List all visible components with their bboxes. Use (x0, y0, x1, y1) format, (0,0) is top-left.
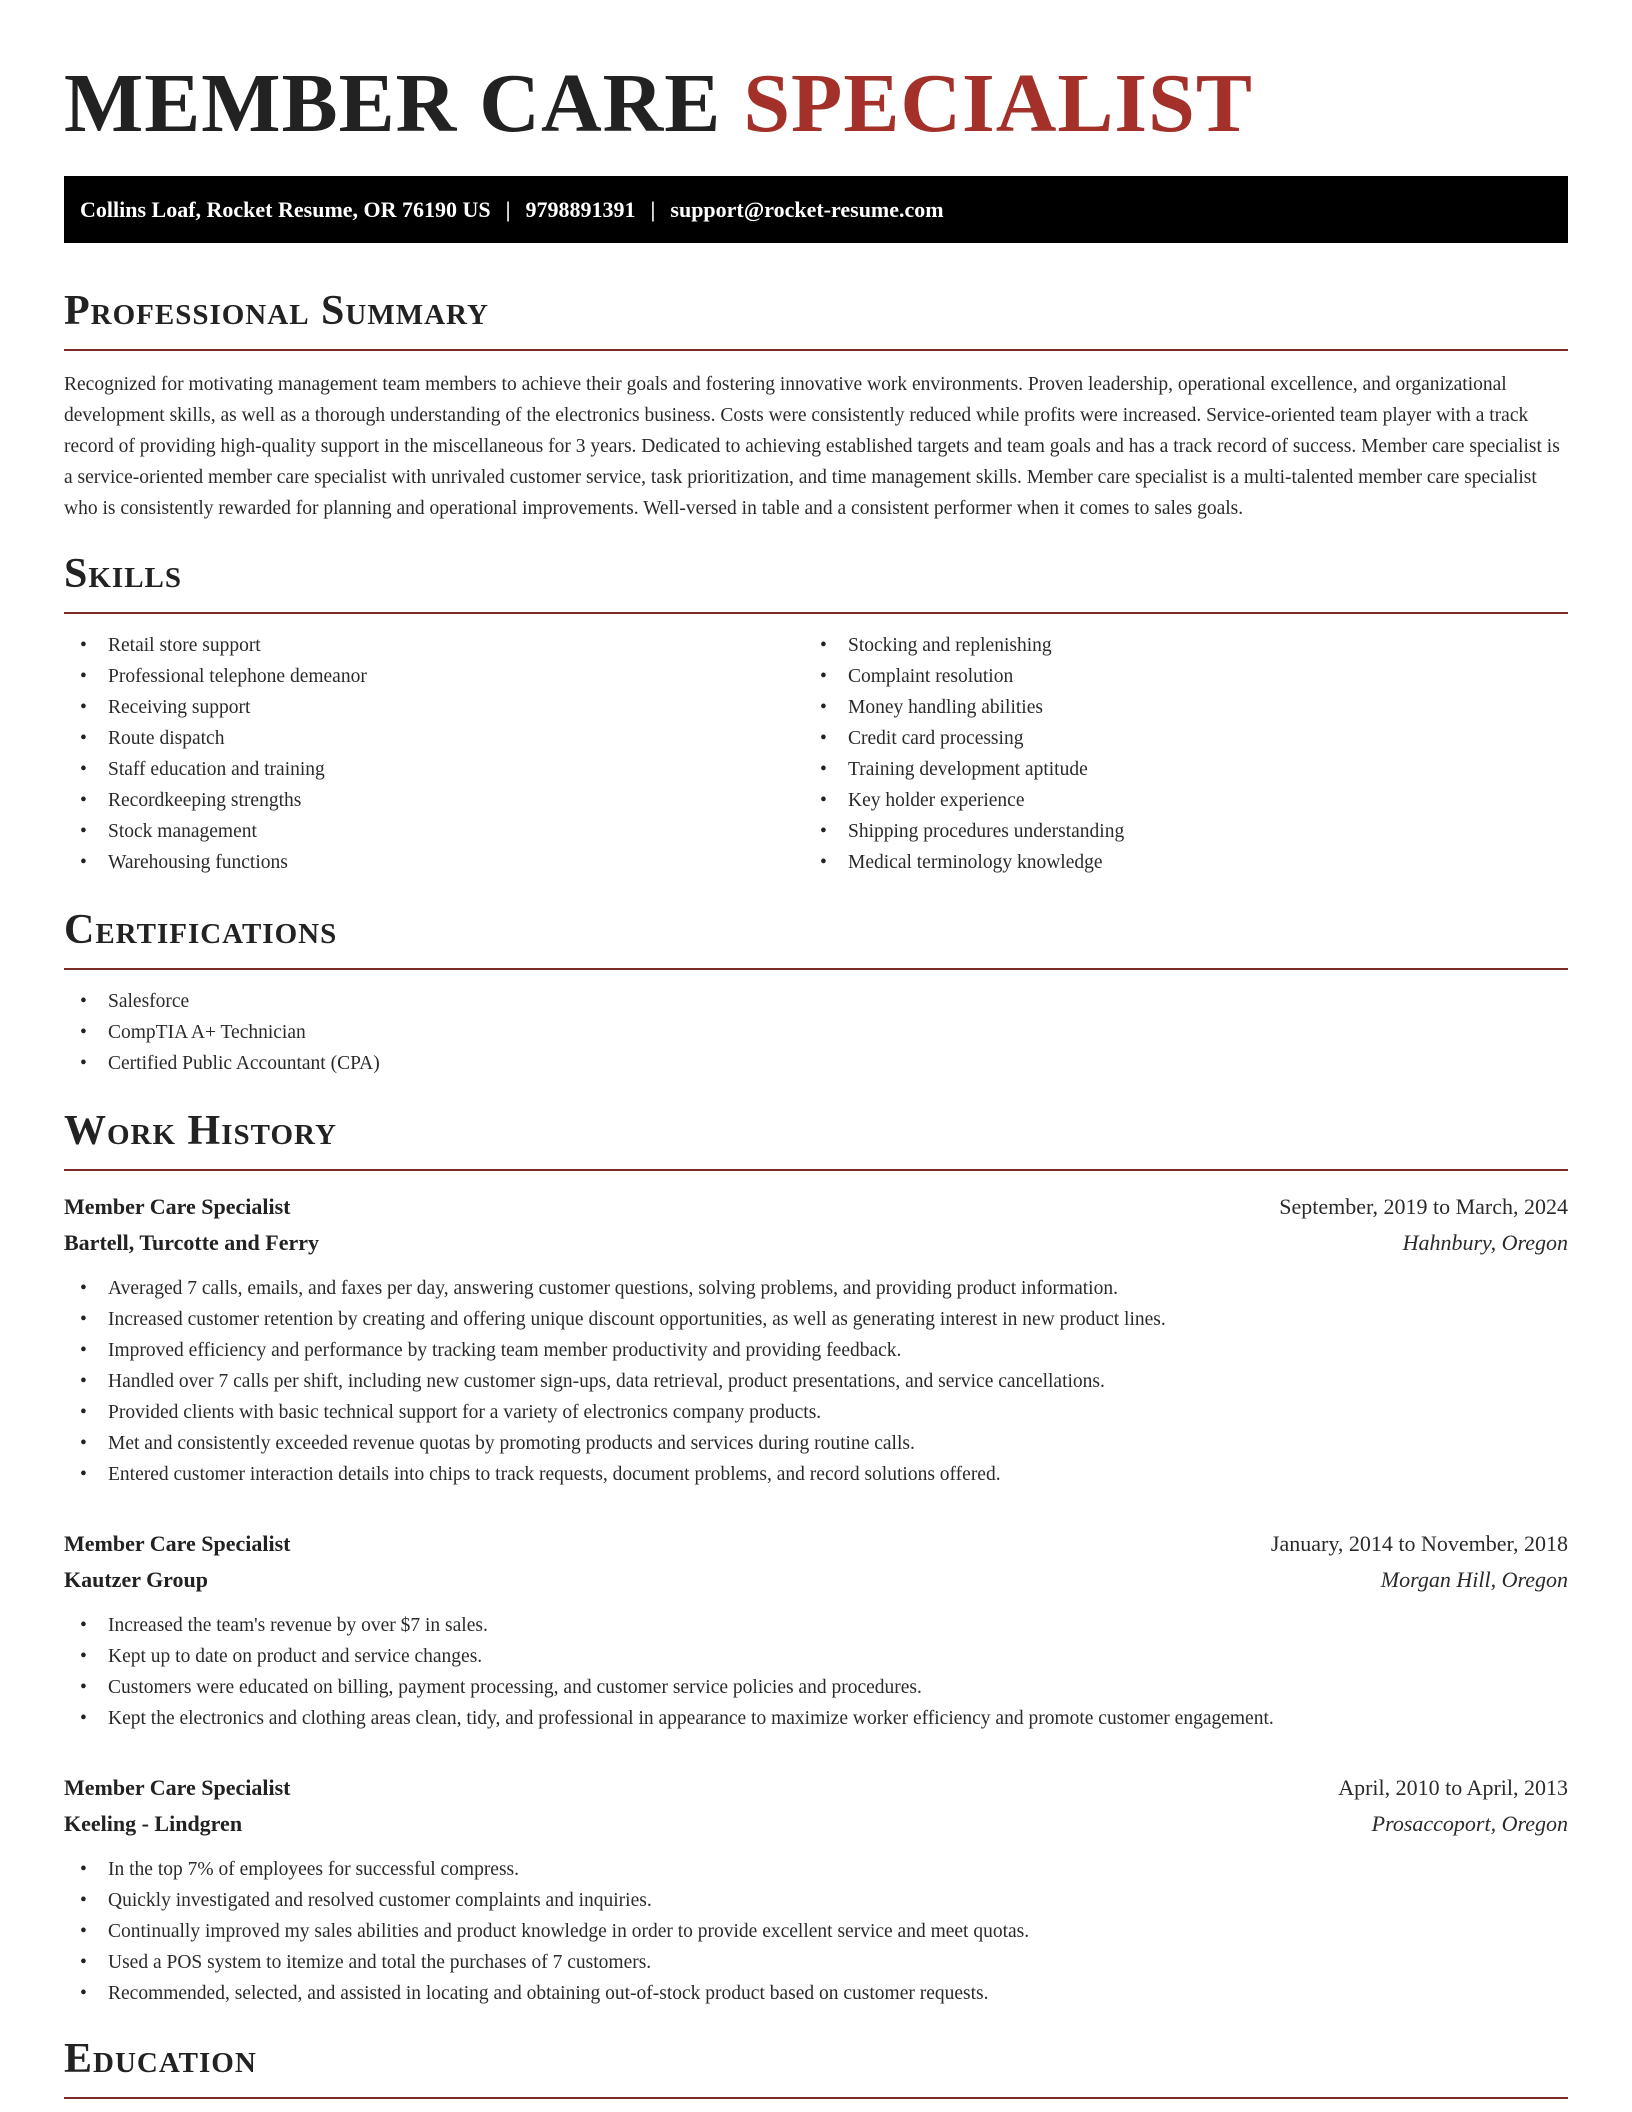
job-dates: January, 2014 to November, 2018 (1270, 1531, 1568, 1556)
job-header-row (64, 1189, 1568, 1225)
certifications-heading: Certifications (64, 906, 1568, 970)
job-bullet: • Averaged 7 calls, emails, and faxes per day, answering customer questions, solving problems, and providing product information. (64, 1273, 1568, 1304)
certifications-list (64, 986, 1568, 1079)
contact-separator: | (650, 197, 656, 222)
job-location: Morgan Hill, Oregon (1380, 1567, 1568, 1592)
job-title: Member Care Specialist (64, 1775, 291, 1800)
job-company-row (64, 1806, 1568, 1842)
job-company-row (64, 1562, 1568, 1598)
job-bullet: • In the top 7% of employees for successful compress. (64, 1854, 1568, 1885)
job-bullet: • Recommended, selected, and assisted in locating and obtaining out-of-stock product based on customer requests. (64, 1978, 1568, 2009)
resume-page (64, 0, 1568, 2099)
contact-address: Collins Loaf, Rocket Resume, OR 76190 US (80, 197, 491, 222)
contact-email: support@rocket-resume.com (670, 197, 944, 222)
skill-item: • Key holder experience (804, 785, 1544, 816)
skills-list-left (64, 630, 804, 878)
contact-separator: | (505, 197, 511, 222)
name-part-primary: MEMBER CARE (64, 57, 722, 150)
job-title: Member Care Specialist (64, 1531, 291, 1556)
certification-item: • CompTIA A+ Technician (64, 1017, 1568, 1048)
job-bullet: • Handled over 7 calls per shift, including new customer sign-ups, data retrieval, product presentations, and service cancellations. (64, 1366, 1568, 1397)
job-bullet: • Continually improved my sales abilities and product knowledge in order to provide excellent service and meet quotas. (64, 1916, 1568, 1947)
job-bullet: • Increased customer retention by creating and offering unique discount opportunities, as well as generating interest in new product lines. (64, 1304, 1568, 1335)
job-company: Bartell, Turcotte and Ferry (64, 1230, 319, 1255)
skill-item: • Stock management (64, 816, 804, 847)
job-location: Prosaccoport, Oregon (1371, 1811, 1568, 1836)
skill-item: • Professional telephone demeanor (64, 661, 804, 692)
job-title: Member Care Specialist (64, 1194, 291, 1219)
job-bullets (64, 1273, 1568, 1490)
work-history-heading: Work History (64, 1107, 1568, 1171)
job-bullet: • Customers were educated on billing, payment processing, and customer service policies and procedures. (64, 1672, 1568, 1703)
job-company: Keeling - Lindgren (64, 1811, 243, 1836)
job-bullets (64, 1854, 1568, 2009)
job-company: Kautzer Group (64, 1567, 209, 1592)
job-bullet: • Kept up to date on product and service changes. (64, 1641, 1568, 1672)
job-dates: April, 2010 to April, 2013 (1338, 1775, 1568, 1800)
skill-item: • Receiving support (64, 692, 804, 723)
skill-item: • Credit card processing (804, 723, 1544, 754)
skill-item: • Money handling abilities (804, 692, 1544, 723)
job-bullet: • Provided clients with basic technical support for a variety of electronics company products. (64, 1397, 1568, 1428)
skill-item: • Retail store support (64, 630, 804, 661)
summary-heading: Professional Summary (64, 287, 1568, 351)
skill-item: • Shipping procedures understanding (804, 816, 1544, 847)
job-bullet: • Met and consistently exceeded revenue quotas by promoting products and services during routine calls. (64, 1428, 1568, 1459)
job-header-row (64, 1770, 1568, 1806)
summary-text: Recognized for motivating management team members to achieve their goals and fostering innovative work environments. Proven leadership, operational excellence, and organizational development skills, as well as a thorough understanding of the electronics business. Costs were consistently reduced while profits were increased. Service-oriented team player with a track record of providing high-quality support in the miscellaneous for 3 years. Dedicated to achieving established targets and team goals and has a track record of success. Member care specialist is a service-oriented member care specialist with unrivaled customer service, task prioritization, and time management skills. Member care specialist is a multi-talented member care specialist who is consistently rewarded for planning and operational improvements. Well-versed in table and a consistent performer when it comes to sales goals. (64, 374, 1560, 519)
job-entry (64, 1526, 1568, 1734)
certification-item: • Salesforce (64, 986, 1568, 1017)
job-dates: September, 2019 to March, 2024 (1279, 1194, 1568, 1219)
skills-list-right (804, 630, 1544, 878)
job-bullet: • Kept the electronics and clothing areas clean, tidy, and professional in appearance to maximize worker efficiency and promote customer engagement. (64, 1703, 1568, 1734)
skill-item: • Route dispatch (64, 723, 804, 754)
job-bullet: • Entered customer interaction details into chips to track requests, document problems, and record solutions offered. (64, 1459, 1568, 1490)
skill-item: • Warehousing functions (64, 847, 804, 878)
job-company-row (64, 1225, 1568, 1261)
skills-column-right (804, 630, 1544, 878)
job-location: Hahnbury, Oregon (1402, 1230, 1568, 1255)
job-entry (64, 1189, 1568, 1490)
job-bullet: • Improved efficiency and performance by tracking team member productivity and providing feedback. (64, 1335, 1568, 1366)
resume-name-heading (64, 0, 1568, 152)
skill-item: • Stocking and replenishing (804, 630, 1544, 661)
skill-item: • Recordkeeping strengths (64, 785, 804, 816)
certification-item: • Certified Public Accountant (CPA) (64, 1048, 1568, 1079)
job-bullet: • Increased the team's revenue by over $7 in sales. (64, 1610, 1568, 1641)
job-bullet: • Quickly investigated and resolved customer complaints and inquiries. (64, 1885, 1568, 1916)
skills-column-left (64, 630, 804, 878)
job-bullets (64, 1610, 1568, 1734)
job-header-row (64, 1526, 1568, 1562)
education-heading: Education (64, 2035, 1568, 2099)
job-entry (64, 1770, 1568, 2009)
job-bullet: • Used a POS system to itemize and total the purchases of 7 customers. (64, 1947, 1568, 1978)
skill-item: • Training development aptitude (804, 754, 1544, 785)
skills-grid (64, 630, 1568, 878)
skills-heading: Skills (64, 550, 1568, 614)
name-part-accent: SPECIALIST (743, 57, 1253, 150)
skill-item: • Medical terminology knowledge (804, 847, 1544, 878)
contact-phone: 9798891391 (525, 197, 636, 222)
skill-item: • Staff education and training (64, 754, 804, 785)
contact-bar (64, 176, 1568, 243)
skill-item: • Complaint resolution (804, 661, 1544, 692)
